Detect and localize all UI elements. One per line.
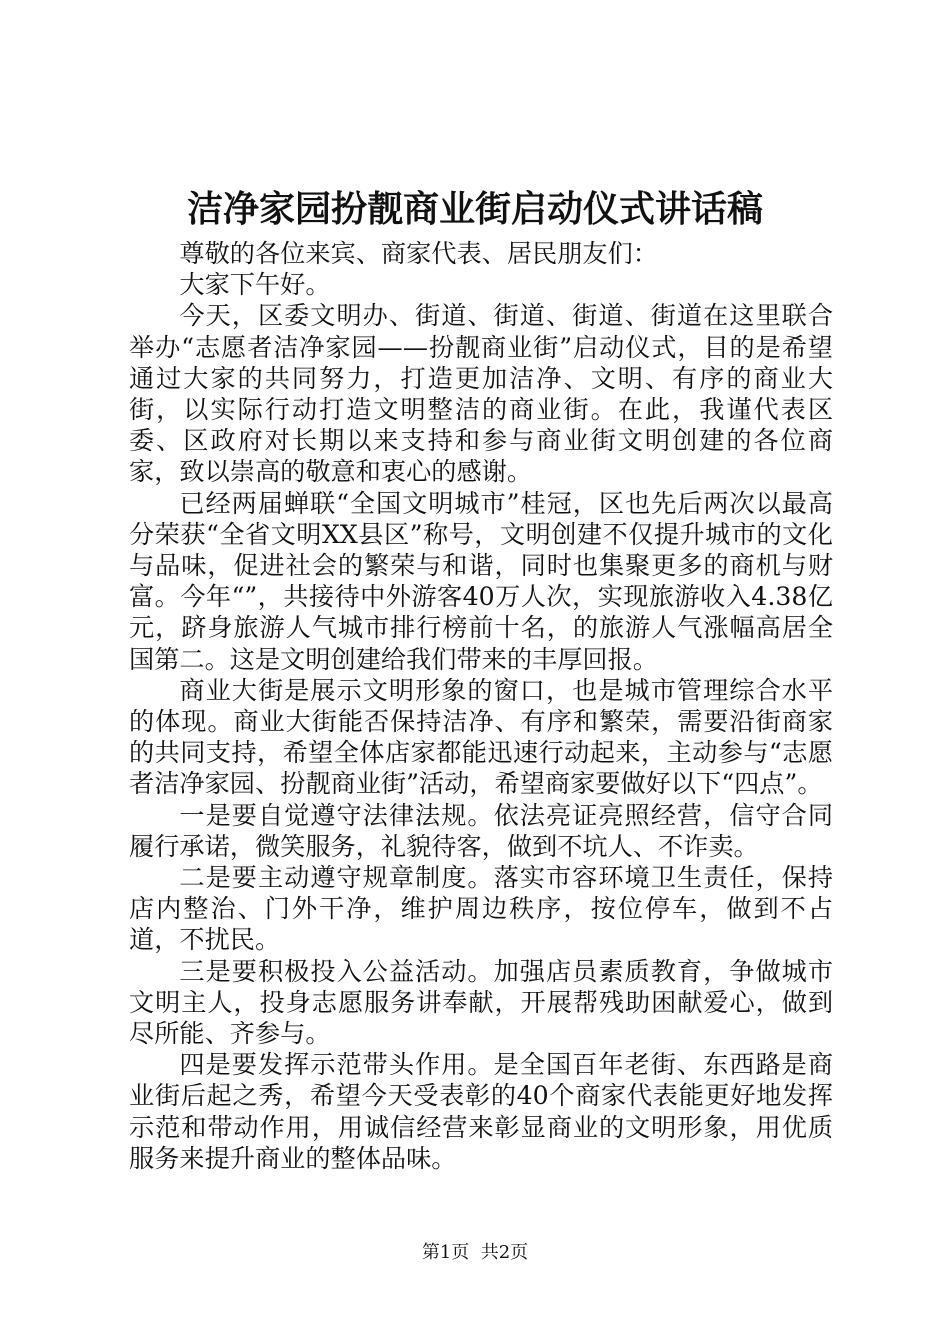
body-paragraph: 今天，区委文明办、街道、街道、街道、街道在这里联合举办“志愿者洁净家园——扮靓商业街”启动仪式，目的是希望通过大家的共同努力，打造更加洁净、文明、有序的商业大街，以实际行动打造文明整洁的商业街。在此，我谨代表区委、区政府对长期以来支持和参与商业街文明创建的各位商家，致以崇高的敬意和衷心的感谢。 <box>129 301 833 487</box>
page-number-label: 第1页 共2页 <box>421 1242 529 1263</box>
page-footer <box>0 1240 950 1266</box>
body-paragraph: 二是要主动遵守规章制度。落实市容环境卫生责任，保持店内整治、门外干净，维护周边秩序，按位停车，做到不占道，不扰民。 <box>129 863 833 955</box>
body-paragraph: 三是要积极投入公益活动。加强店员素质教育，争做城市文明主人，投身志愿服务讲奉献，开展帮残助困献爱心，做到尽所能、齐参与。 <box>129 956 833 1049</box>
document-body <box>129 238 833 1174</box>
body-paragraph: 一是要自觉遵守法律法规。依法亮证亮照经营，信守合同履行承诺，微笑服务，礼貌待客，做到不坑人、不诈卖。 <box>129 800 833 861</box>
document-title: 洁净家园扮靓商业街启动仪式讲话稿 <box>186 188 763 230</box>
body-paragraph: 商业大街是展示文明形象的窗口，也是城市管理综合水平的体现。商业大街能否保持洁净、有序和繁荣，需要沿街商家的共同支持，希望全体店家都能迅速行动起来，主动参与“志愿者洁净家园、扮靓商业街”活动，希望商家要做好以下“四点”。 <box>129 675 833 799</box>
greeting: 大家下午好。 <box>179 270 331 300</box>
salutation: 尊敬的各位来宾、商家代表、居民朋友们： <box>179 239 658 268</box>
body-paragraph: 已经两届蝉联“全国文明城市”桂冠，区也先后两次以最高分荣获“全省文明XX县区”称号，文明创建不仅提升城市的文化与品味，促进社会的繁荣与和谐，同时也集聚更多的商机与财富。今年“”，共接待中外游客40万人次，实现旅游收入4.38亿元，跻身旅游人气城市排行榜前十名，的旅游人气涨幅高居全国第二。这是文明创建给我们带来的丰厚回报。 <box>129 488 833 674</box>
body-paragraph: 四是要发挥示范带头作用。是全国百年老街、东西路是商业街后起之秀，希望今天受表彰的40个商家代表能更好地发挥示范和带动作用，用诚信经营来彰显商业的文明形象，用优质服务来提升商业的整体品味。 <box>129 1050 833 1173</box>
